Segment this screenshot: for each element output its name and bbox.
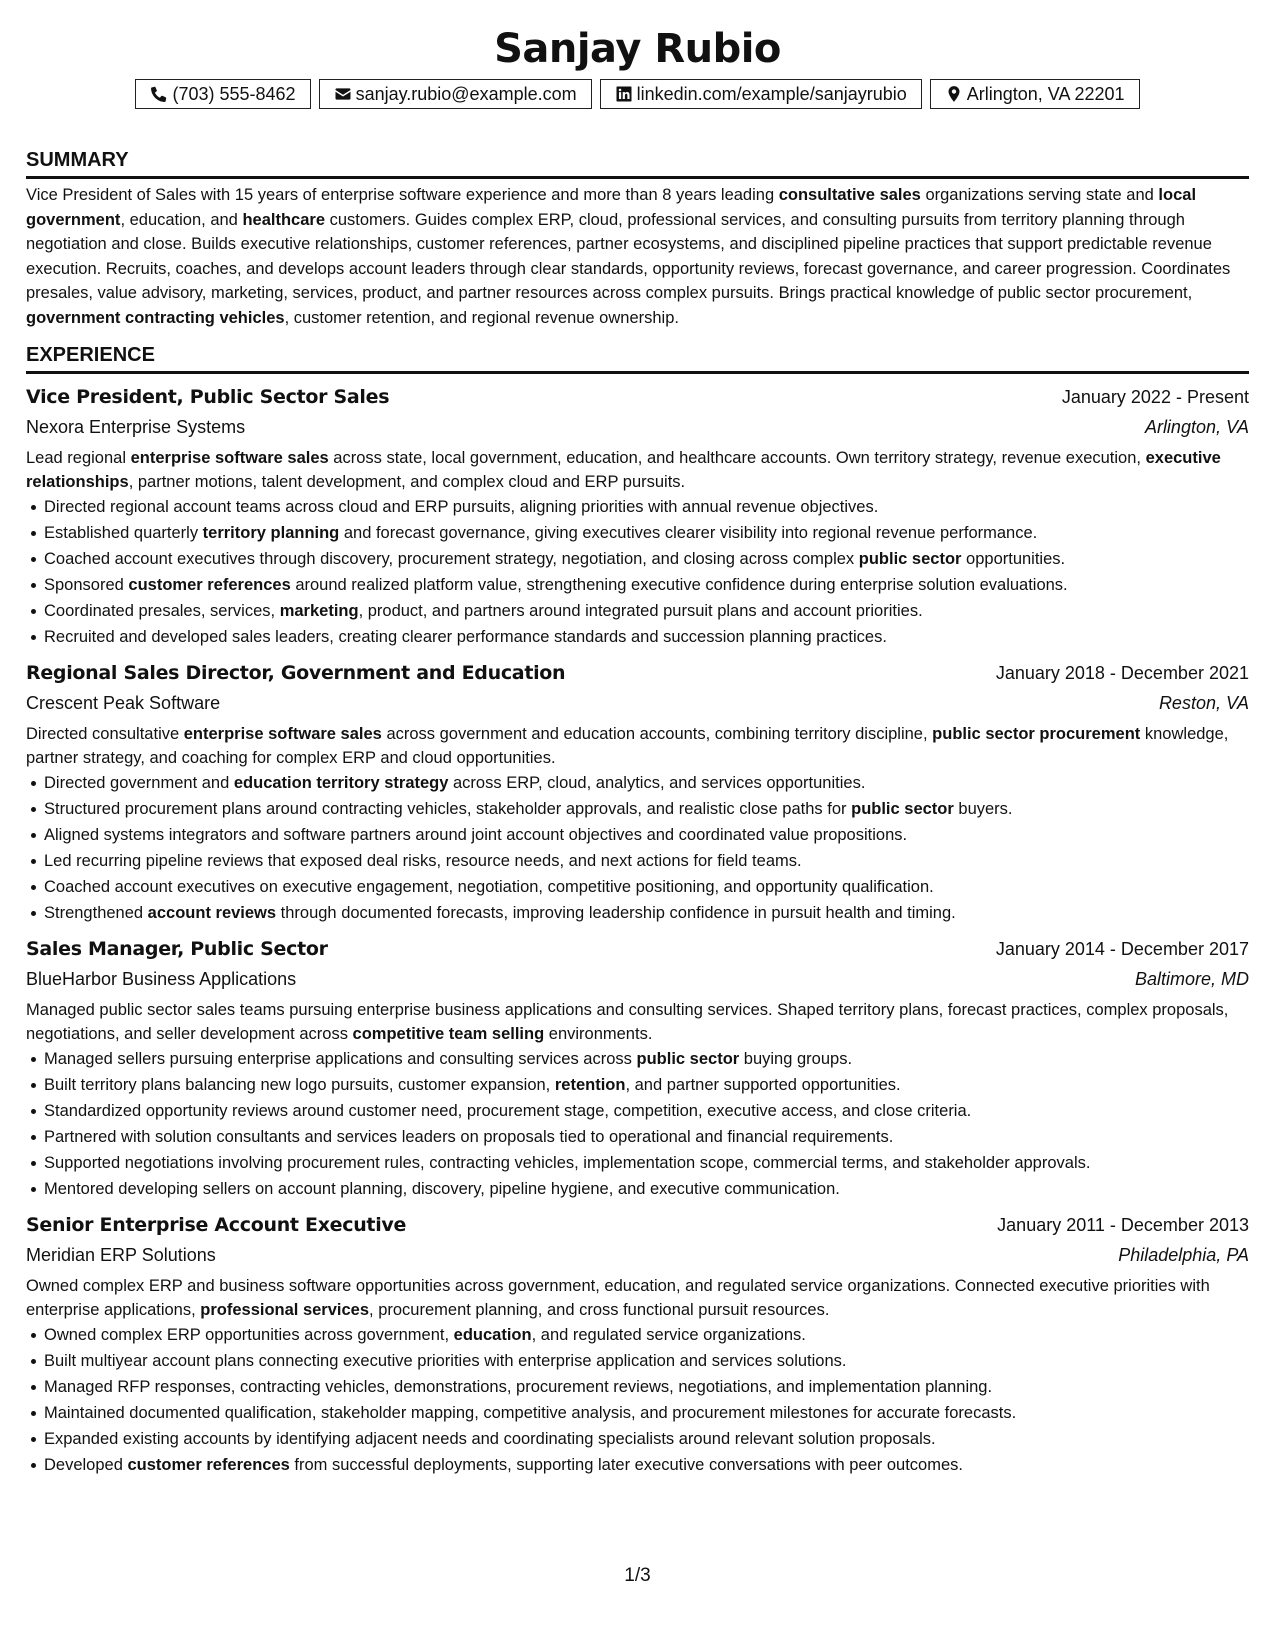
job-header [26,1210,1249,1240]
text-run: Coached account executives on executive engagement, negotiation, competitive positioning, and opportunity qualification. [44,878,934,896]
job-entry [26,382,1249,650]
summary-text [26,183,1249,330]
text-run: Vice President of Sales with 15 years of enterprise software experience and more than 8 years leading [26,186,779,204]
text-run: Aligned systems integrators and software partners around joint account objectives and coordinated value propositions. [44,826,908,844]
text-run: customers. Guides complex ERP, cloud, professional services, and consulting pursuits from territory planning through negotiation and close. Builds executive relationships, customer references, partner ecosystems, and disciplined pipeline practices that support predictable revenue execution. Recruits, coaches, and develops account leaders through clear standards, opportunity reviews, forecast governance, and career progression. Coordinates presales, value advisory, marketing, services, product, and partner resources across complex pursuits. Brings practical knowledge of public sector procurement, [26,210,1231,302]
job-title: Regional Sales Director, Government and Education [26,662,566,684]
bold-keyword: healthcare [242,210,325,229]
bold-keyword: public sector [858,550,962,568]
bold-keyword: retention [554,1076,626,1094]
bold-keyword: professional services [200,1301,370,1319]
job-title: Senior Enterprise Account Executive [26,1214,407,1236]
text-run: through documented forecasts, improving leadership confidence in pursuit health and timing. [276,904,956,922]
text-run: Coached account executives through discovery, procurement strategy, negotiation, and closing across complex [44,550,859,568]
bold-keyword: consultative sales [778,186,921,204]
job-dates: January 2018 - December 2021 [995,663,1249,683]
text-run: Strengthened [44,904,148,922]
bold-keyword: local government [26,186,1197,229]
job-header [26,658,1249,688]
bold-keyword: public sector [851,800,954,818]
job-description [26,722,1249,770]
list-item [44,546,1249,572]
list-item [44,848,1249,874]
text-run: across ERP, cloud, analytics, and services opportunities. [448,774,866,792]
envelope-icon [334,85,352,103]
text-run: Built multiyear account plans connecting executive priorities with enterprise application and services solutions. [44,1352,847,1370]
bold-keyword: competitive team selling [352,1025,545,1043]
job-header [26,934,1249,964]
job-entry [26,658,1249,926]
job-description [26,998,1249,1046]
phone-text: (703) 555-8462 [172,83,296,104]
bold-keyword: enterprise software sales [183,725,382,743]
job-title: Vice President, Public Sector Sales [26,386,390,408]
list-item [44,1400,1249,1426]
job-title: Sales Manager, Public Sector [26,938,328,960]
linkedin-icon [615,85,633,103]
text-run: Directed consultative [26,725,184,743]
contact-bar [26,79,1249,109]
list-item [44,822,1249,848]
bold-keyword: public sector procurement [932,725,1141,743]
job-location: Arlington, VA [1144,417,1249,437]
company-name: Meridian ERP Solutions [26,1245,216,1265]
text-run: environments. [544,1025,653,1043]
text-run: Directed government and [44,774,234,792]
list-item [44,1150,1249,1176]
experience-heading: EXPERIENCE [26,344,1249,374]
list-item [44,1452,1249,1478]
list-item [44,770,1249,796]
text-run: and forecast governance, giving executives clearer visibility into regional revenue performance. [339,524,1038,542]
text-run: , and partner supported opportunities. [625,1076,901,1094]
list-item [44,1374,1249,1400]
text-run: Mentored developing sellers on account planning, discovery, pipeline hygiene, and executive communication. [44,1180,840,1198]
job-bullets [26,770,1249,926]
text-run: Built territory plans balancing new logo pursuits, customer expansion, [44,1076,555,1094]
job-description [26,446,1249,494]
list-item [44,1322,1249,1348]
job-location: Philadelphia, PA [1118,1245,1249,1265]
text-run: around realized platform value, strengthening executive confidence during enterprise solution evaluations. [290,576,1068,594]
list-item [44,1072,1249,1098]
text-run: Lead regional [26,449,131,467]
job-location: Reston, VA [1158,693,1249,713]
text-run: across government and education accounts, combining territory discipline, [381,725,933,743]
job-subheader [26,412,1249,442]
text-run: , and regulated service organizations. [531,1326,806,1344]
list-item [44,598,1249,624]
contact-linkedin[interactable] [600,79,922,109]
list-item [44,572,1249,598]
list-item [44,1098,1249,1124]
job-entry [26,1210,1249,1478]
bold-keyword: public sector [636,1050,740,1068]
job-entry [26,934,1249,1202]
phone-icon [150,85,168,103]
linkedin-text[interactable]: linkedin.com/example/sanjayrubio [636,83,907,104]
list-item [44,1426,1249,1452]
bold-keyword: enterprise software sales [130,449,329,467]
bold-keyword: customer references [128,576,291,594]
text-run: opportunities. [961,550,1066,568]
list-item [44,1046,1249,1072]
list-item [44,520,1249,546]
text-run: across state, local government, education, and healthcare accounts. Own territory strategy, revenue execution, [328,449,1146,467]
job-bullets [26,1046,1249,1202]
text-run: Supported negotiations involving procurement rules, contracting vehicles, implementation scope, commercial terms, and stakeholder approvals. [44,1154,1091,1172]
bold-keyword: education [453,1326,532,1344]
text-run: Owned complex ERP opportunities across government, [44,1326,454,1344]
text-run: , procurement planning, and cross functional pursuit resources. [369,1301,830,1319]
text-run: Developed [44,1456,128,1474]
text-run: Recruited and developed sales leaders, creating clearer performance standards and succession planning practices. [44,628,887,646]
job-dates: January 2011 - December 2013 [997,1215,1249,1235]
list-item [44,1124,1249,1150]
text-run: Established quarterly [44,524,203,542]
text-run: Coordinated presales, services, [44,602,280,620]
text-run: Sponsored [44,576,129,594]
job-location: Baltimore, MD [1134,969,1249,989]
bold-keyword: marketing [279,602,359,620]
job-description [26,1274,1249,1322]
text-run: knowledge, partner strategy, and coaching for complex ERP and cloud opportunities. [26,725,1229,767]
text-run: , partner motions, talent development, and complex cloud and ERP pursuits. [128,473,686,491]
text-run: Managed public sector sales teams pursuing enterprise business applications and consulting services. Shaped territory plans, forecast practices, complex proposals, negotiations, and seller development across [26,1001,1229,1043]
bold-keyword: customer references [127,1456,290,1474]
contact-location [930,79,1140,109]
candidate-name: Sanjay Rubio [494,26,781,72]
list-item [44,1348,1249,1374]
map-pin-icon [945,85,963,103]
text-run: buying groups. [739,1050,853,1068]
list-item [44,1176,1249,1202]
list-item [44,494,1249,520]
text-run: buyers. [953,800,1013,818]
list-item [44,900,1249,926]
list-item [44,874,1249,900]
text-run: , education, and [120,210,243,229]
text-run: organizations serving state and [920,186,1159,204]
text-run: Structured procurement plans around contracting vehicles, stakeholder approvals, and realistic close paths for [44,800,852,818]
experience-list [26,382,1249,1478]
text-run: Managed sellers pursuing enterprise applications and consulting services across [44,1050,637,1068]
text-run: Owned complex ERP and business software opportunities across government, education, and regulated service organizations. Connected executive priorities with enterprise applications, [26,1277,1210,1319]
text-run: Expanded existing accounts by identifying adjacent needs and coordinating specialists around relevant solution proposals. [44,1430,936,1448]
job-subheader [26,688,1249,718]
job-dates: January 2022 - Present [1061,387,1249,407]
list-item [44,796,1249,822]
contact-phone [135,79,310,109]
bold-keyword: education territory strategy [233,774,449,792]
job-bullets [26,494,1249,650]
bold-keyword: account reviews [147,904,277,922]
bold-keyword: territory planning [202,524,340,542]
contact-email[interactable] [319,79,592,109]
page-number: 1/3 [624,1565,651,1586]
text-run: Led recurring pipeline reviews that exposed deal risks, resource needs, and next actions for field teams. [44,852,802,870]
text-run: , customer retention, and regional revenue ownership. [284,308,679,327]
text-run: Managed RFP responses, contracting vehicles, demonstrations, procurement reviews, negotiations, and implementation planning. [44,1378,993,1396]
email-text[interactable]: sanjay.rubio@example.com [355,83,577,104]
text-run: Maintained documented qualification, stakeholder mapping, competitive analysis, and procurement milestones for accurate forecasts. [44,1404,1017,1422]
company-name: Nexora Enterprise Systems [26,417,246,437]
job-bullets [26,1322,1249,1478]
summary-heading: SUMMARY [26,149,1249,179]
company-name: BlueHarbor Business Applications [26,969,297,989]
location-text: Arlington, VA 22201 [966,83,1125,104]
bold-keyword: government contracting vehicles [26,308,285,327]
job-header [26,382,1249,412]
text-run: , product, and partners around integrated pursuit plans and account priorities. [358,602,923,620]
job-dates: January 2014 - December 2017 [995,939,1249,959]
bold-keyword: executive relationships [26,449,1221,491]
list-item [44,624,1249,650]
text-run: from successful deployments, supporting later executive conversations with peer outcomes. [289,1456,963,1474]
company-name: Crescent Peak Software [26,693,221,713]
text-run: Standardized opportunity reviews around customer need, procurement stage, competition, executive access, and close criteria. [44,1102,972,1120]
job-subheader [26,964,1249,994]
job-subheader [26,1240,1249,1270]
text-run: Directed regional account teams across cloud and ERP pursuits, aligning priorities with annual revenue objectives. [44,498,879,516]
text-run: Partnered with solution consultants and services leaders on proposals tied to operational and financial requirements. [44,1128,894,1146]
